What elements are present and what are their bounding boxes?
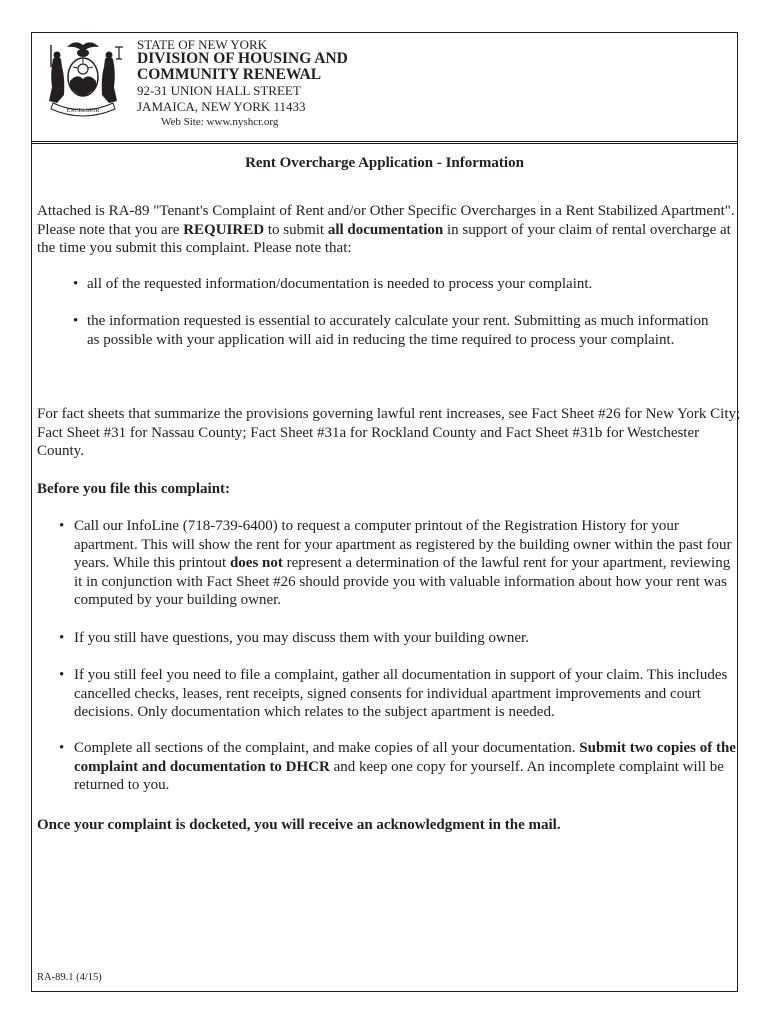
notes-list-2 (73, 312, 713, 349)
address-city: JAMAICA, NEW YORK 11433 (137, 99, 306, 114)
step-list-4 (59, 739, 739, 795)
website: Web Site: www.nyshcr.org (161, 116, 279, 128)
header-divider (31, 141, 738, 144)
address-street: 92-31 UNION HALL STREET (137, 83, 301, 98)
state-name: STATE OF NEW YORK (137, 37, 268, 52)
step-list-2 (59, 629, 739, 648)
all-documentation-emphasis: all documentation (327, 221, 444, 238)
closing-statement: Once your complaint is docketed, you will receive an acknowledgment in the mail. (37, 817, 561, 833)
before-heading: Before you file this complaint: (37, 481, 231, 497)
step-gather: • If you still feel you need to file a complaint, gather all documentation in support of your claim. This includes cancelled checks, leases, rent receipts, signed consents for individual apartment improvements and court decisions. Only documentation which relates to the subject apartment is needed. (59, 666, 739, 722)
new-york-state-seal (37, 37, 129, 117)
step-list-3 (59, 666, 739, 722)
note-item: • the information requested is essential to accurately calculate your rent. Submitting as much information as possible with your application will aid in reducing the time required to process your complaint. (73, 312, 713, 349)
note-item: • all of the requested information/documentation is needed to process your complaint. (73, 275, 713, 294)
required-emphasis: REQUIRED (183, 221, 265, 238)
step-complete: • Complete all sections of the complaint, and make copies of all your documentation. Submit two copies of the complaint and documentation to DHCR and keep one copy for yourself. An incomplete complaint will be returned to you. (59, 739, 739, 795)
page-border (31, 32, 738, 992)
fact-sheets-paragraph: For fact sheets that summarize the provisions governing lawful rent increases, see Fact Sheet #26 for New York City; Fact Sheet #31 for Nassau County; Fact Sheet #31a for Rockland County and Fact Sheet #31b for Westchester County. (37, 406, 741, 459)
agency-name-line1: DIVISION OF HOUSING AND (137, 50, 348, 67)
agency-name-line2: COMMUNITY RENEWAL (137, 66, 322, 83)
form-number: RA-89.1 (4/15) (37, 972, 102, 983)
step-list (59, 517, 739, 610)
notes-list (73, 275, 713, 294)
step-infoline: • Call our InfoLine (718-739-6400) to request a computer printout of the Registration History for your apartment. This will show the rent for your apartment as registered by the building owner within the past four years. While this printout does not represent a determination of the lawful rent for your apartment, reviewing it in conjunction with Fact Sheet #26 should provide you with valuable information about how your rent was computed by your building owner. (59, 517, 739, 610)
document-title: Rent Overcharge Application - Information (245, 155, 524, 171)
intro-paragraph: Attached is RA-89 "Tenant's Complaint of Rent and/or Other Specific Overcharges in a Rent Stabilized Apartment". Please note that you are REQUIRED to submit all documentation in support of your claim of rental overcharge at the time you submit this complaint. Please note that: (37, 203, 735, 256)
step-discuss: • If you still have questions, you may discuss them with your building owner. (59, 629, 739, 648)
seal-motto: EXCELSIOR (66, 108, 100, 114)
